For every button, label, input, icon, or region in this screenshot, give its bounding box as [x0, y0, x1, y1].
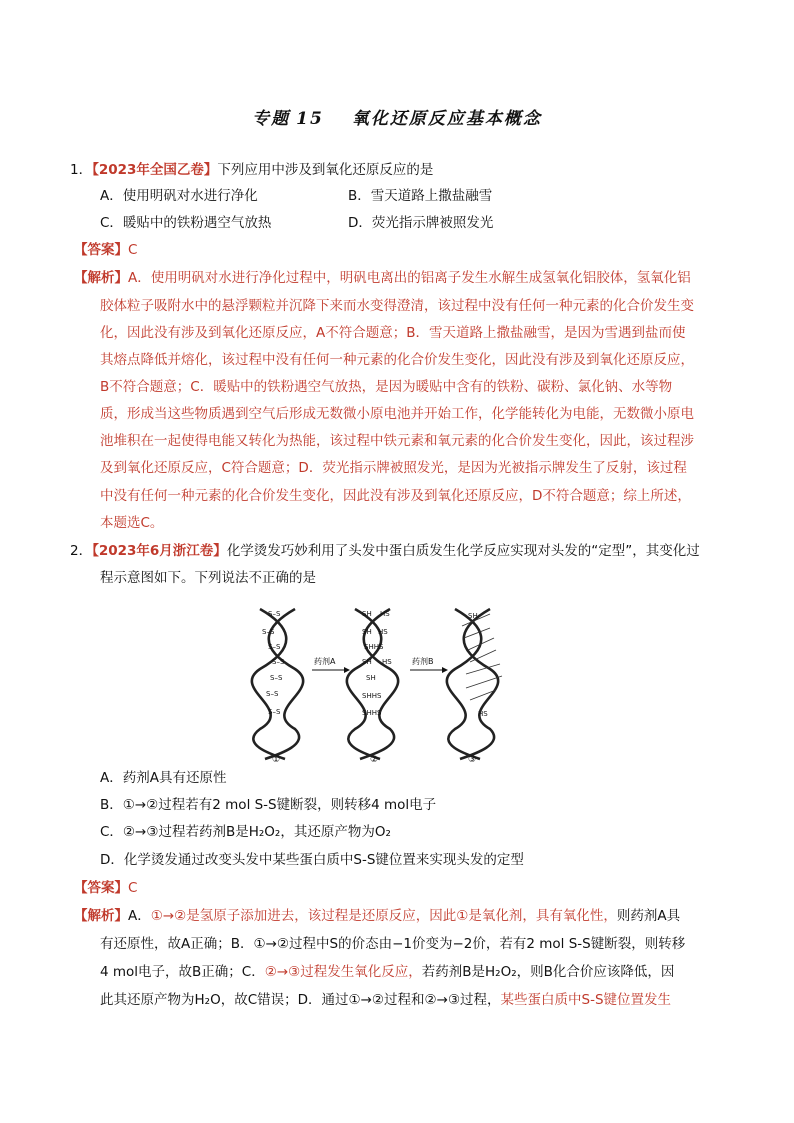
- title-prefix: 专题: [252, 109, 291, 129]
- q2-answer-value: C: [128, 880, 138, 896]
- q1-analysis-line: 本题选C。: [100, 515, 164, 531]
- bond-label: HS: [380, 610, 390, 618]
- q2-analysis-line: [100, 991, 671, 1009]
- bond-label: SH: [366, 674, 376, 682]
- q2-question: 化学烫发巧妙利用了头发中蛋白质发生化学反应实现对头发的“定型”，其变化过: [226, 543, 700, 559]
- q2-analysis-text: ②→③过程发生氧化反应，: [264, 964, 422, 980]
- bond-label: SH: [362, 610, 372, 618]
- bond-label: SH: [362, 628, 372, 636]
- bond-label: SHHS: [364, 643, 384, 651]
- stage-label-2: ②: [370, 755, 379, 764]
- q2-analysis-text: 此其还原产物为H₂O，故C错误；D．通过①→②过程和②→③过程，: [100, 992, 501, 1008]
- q1-analysis-label: 【解析】: [74, 270, 128, 286]
- bond-label: S–S: [268, 643, 281, 651]
- q2-analysis-label: 【解析】: [74, 908, 128, 924]
- bond-label: HS: [382, 658, 392, 666]
- q2-answer-label: 【答案】: [74, 880, 128, 896]
- q1-analysis-line: [74, 269, 691, 287]
- q1-analysis-line: 池堆积在一起使得电能又转化为热能，该过程中铁元素和氧元素的化合价发生变化，因此，该过程涉: [100, 433, 694, 449]
- formula-h2o2: H₂O₂: [248, 824, 281, 840]
- q2-number: 2．: [70, 543, 93, 559]
- q2-analysis-text: 某些蛋白质中S-S键位置发生: [500, 992, 672, 1008]
- q1-analysis-line: 及到氧化还原反应，C符合题意；D．荧光指示牌被照发光，是因为光被指示牌发生了反射，该过程: [100, 460, 687, 476]
- q1-answer-value: C: [128, 242, 138, 258]
- q1-option-a: A．使用明矾对水进行净化: [100, 188, 258, 204]
- stage-label-3: ③: [468, 755, 477, 764]
- bond-label: S–S: [262, 628, 275, 636]
- q1-answer: [74, 241, 137, 259]
- q2-option-d: D．化学烫发通过改变头发中某些蛋白质中S-S键位置来实现头发的定型: [100, 852, 524, 868]
- q1-option-d: D．荧光指示牌被照发光: [348, 215, 494, 231]
- bond-label: SH: [468, 612, 478, 620]
- q2-option-a: A．药剂A具有还原性: [100, 770, 227, 786]
- q1-question: 下列应用中涉及到氧化还原反应的是: [217, 162, 434, 178]
- title-name: 氧化还原反应基本概念: [351, 109, 542, 129]
- bond-label: SHHS: [362, 709, 382, 717]
- arrow-a-head: [344, 667, 350, 673]
- bond-label: SHHS: [362, 692, 382, 700]
- q2-option-c-text: ，其还原产物为: [280, 824, 375, 840]
- q1-analysis-line: 化，因此没有涉及到氧化还原反应，A不符合题意；B．雪天道路上撒盐融雪，是因为雪遇到盐而使: [100, 325, 686, 341]
- q2-stem: [70, 542, 700, 560]
- q1-analysis-text: A．使用明矾对水进行净化过程中，明矾电离出的铝离子发生水解生成氢氧化铝胶体，氢氧化铝: [128, 270, 691, 286]
- q2-option-c-text: C．②→③过程若药剂B是: [100, 824, 249, 840]
- bond-label: S–S: [266, 690, 279, 698]
- q1-option-c: C．暖贴中的铁粉遇空气放热: [100, 215, 272, 231]
- bond-label: SH: [362, 658, 372, 666]
- q2-analysis-text: 则药剂A具: [616, 908, 681, 924]
- bond-label: S–S: [272, 658, 285, 666]
- q2-source: 【2023年6月浙江卷】: [92, 543, 227, 559]
- q2-option-b: B．①→②过程若有2 mol S-S键断裂，则转移4 mol电子: [100, 797, 437, 813]
- formula-o2: O₂: [374, 824, 391, 840]
- q2-analysis-text: 有还原性，故A正确；B．①→②过程中: [100, 936, 330, 952]
- q2-analysis-text: 4 mol电子，故B正确；C．: [100, 964, 265, 980]
- q1-stem: [70, 161, 433, 179]
- page-title: [0, 104, 794, 129]
- title-number: 15: [296, 109, 324, 129]
- q1-analysis-line: 中没有任何一种元素的化合价发生变化，因此没有涉及到氧化还原反应，D不符合题意；综上所述，: [100, 488, 691, 504]
- q1-analysis-line: 胶体粒子吸附水中的悬浮颗粒并沉降下来而水变得澄清，该过程中没有任何一种元素的化合价发生变: [100, 298, 694, 314]
- reagent-a-label: 药剂A: [314, 657, 336, 666]
- q2-analysis-text: 若药剂B是H₂O₂，则B化合价应该降低，因: [421, 964, 675, 980]
- arrow-b-head: [442, 667, 448, 673]
- q1-source: 【2023年全国乙卷】: [92, 162, 218, 178]
- q2-analysis-text: ①→②是氢原子添加进去，该过程是还原反应，因此①是氧化剂，具有氧化性，: [150, 908, 617, 924]
- q1-answer-label: 【答案】: [74, 242, 128, 258]
- bond-label: S–S: [270, 674, 283, 682]
- reagent-b-label: 药剂B: [412, 657, 434, 666]
- bond-label: HS: [478, 710, 488, 718]
- q1-analysis-line: 质，形成当这些物质遇到空气后形成无数微小原电池并开始工作，化学能转化为电能，无数微小原电: [100, 406, 694, 422]
- stage-label-1: ①: [272, 755, 281, 764]
- q2-option-c: [100, 823, 391, 841]
- q1-analysis-line: 其熔点降低并熔化，该过程中没有任何一种元素的化合价发生变化，因此没有涉及到氧化还原反应，: [100, 352, 694, 368]
- q2-analysis-text: S的价态由−1价变为−2价，若有2 mol S-S键断裂，则转移: [329, 936, 686, 952]
- hair-perm-diagram: [240, 604, 540, 764]
- bond-label: S–S: [268, 610, 281, 618]
- q2-analysis-line: [74, 907, 680, 925]
- q2-analysis-text: A．: [128, 908, 151, 924]
- bond-label: HS: [378, 628, 388, 636]
- q1-number: 1．: [70, 162, 93, 178]
- q1-analysis-line: B不符合题意；C．暖贴中的铁粉遇空气放热，是因为暖贴中含有的铁粉、碳粉、氯化钠、水等物: [100, 379, 673, 395]
- q1-option-b: B．雪天道路上撒盐融雪: [348, 188, 493, 204]
- bond-label: S–S: [268, 708, 281, 716]
- q2-analysis-line: [100, 935, 685, 953]
- q2-answer: [74, 879, 137, 897]
- q2-question-cont: 程示意图如下。下列说法不正确的是: [100, 570, 316, 586]
- q2-analysis-line: [100, 963, 674, 981]
